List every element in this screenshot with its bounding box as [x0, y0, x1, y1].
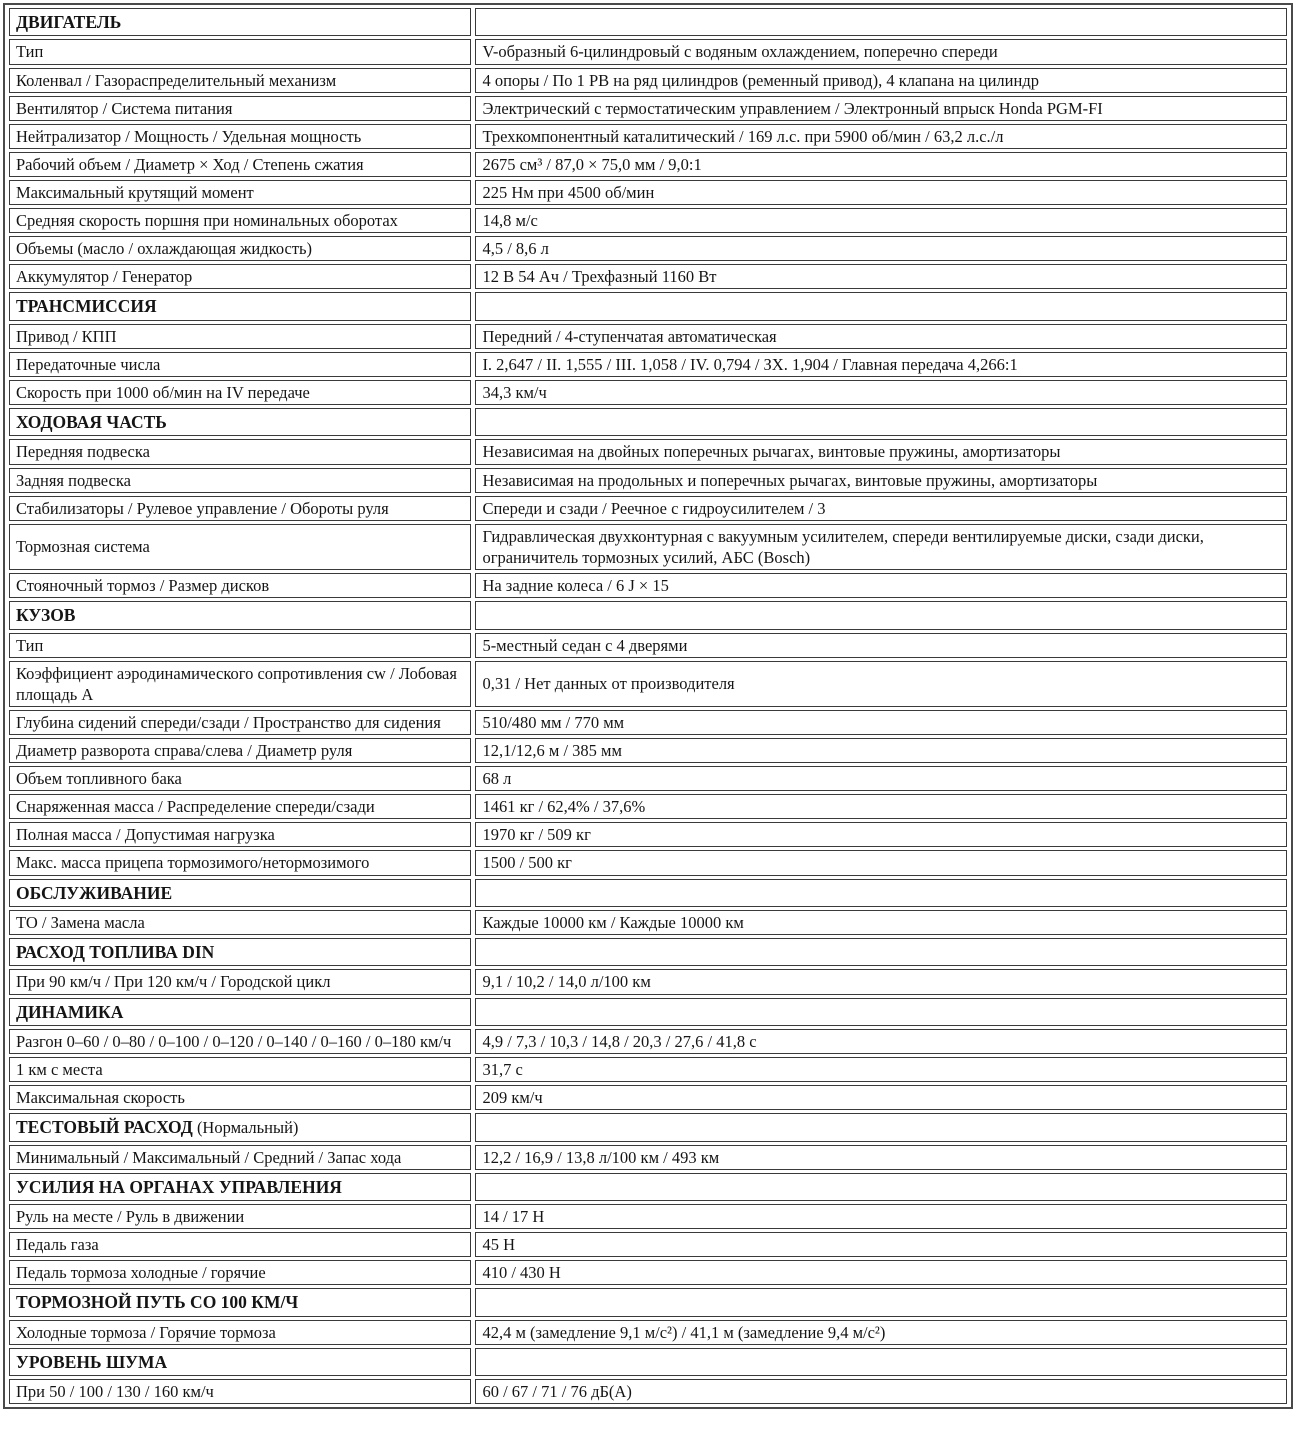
section-row — [9, 879, 1287, 907]
table-row — [9, 573, 1287, 598]
spec-label-cell: Задняя подвеска — [9, 468, 471, 493]
section-row — [9, 1113, 1287, 1141]
spec-label-cell: Диаметр разворота справа/слева / Диаметр руля — [9, 738, 471, 763]
table-row — [9, 850, 1287, 875]
spec-label-cell: Тормозная система — [9, 524, 471, 570]
spec-value-cell: 1461 кг / 62,4% / 37,6% — [475, 794, 1287, 819]
spec-label-cell: Вентилятор / Система питания — [9, 96, 471, 121]
table-row — [9, 208, 1287, 233]
table-row — [9, 39, 1287, 64]
spec-label-cell: Макс. масса прицепа тормозимого/нетормозимого — [9, 850, 471, 875]
table-row — [9, 1232, 1287, 1257]
section-title-cell: УРОВЕНЬ ШУМА — [9, 1348, 471, 1376]
table-row — [9, 1057, 1287, 1082]
spec-label-cell: Стояночный тормоз / Размер дисков — [9, 573, 471, 598]
table-row — [9, 468, 1287, 493]
section-empty-cell — [475, 292, 1287, 320]
table-row — [9, 794, 1287, 819]
section-title-cell: КУЗОВ — [9, 601, 471, 629]
spec-label-cell: 1 км с места — [9, 1057, 471, 1082]
section-empty-cell — [475, 998, 1287, 1026]
section-row — [9, 601, 1287, 629]
spec-label-cell: Аккумулятор / Генератор — [9, 264, 471, 289]
spec-value-cell: 12 В 54 Ач / Трехфазный 1160 Вт — [475, 264, 1287, 289]
spec-label-cell: Тип — [9, 39, 471, 64]
spec-value-cell: 12,1/12,6 м / 385 мм — [475, 738, 1287, 763]
spec-label-cell: Рабочий объем / Диаметр × Ход / Степень сжатия — [9, 152, 471, 177]
spec-value-cell: I. 2,647 / II. 1,555 / III. 1,058 / IV. 0,794 / ЗХ. 1,904 / Главная передача 4,266:1 — [475, 352, 1287, 377]
section-title-cell: ДВИГАТЕЛЬ — [9, 8, 471, 36]
table-row — [9, 1145, 1287, 1170]
spec-value-cell: 410 / 430 Н — [475, 1260, 1287, 1285]
spec-value-cell: Каждые 10000 км / Каждые 10000 км — [475, 910, 1287, 935]
spec-label-cell: Скорость при 1000 об/мин на IV передаче — [9, 380, 471, 405]
section-title-suffix: (Нормальный) — [192, 1118, 299, 1138]
section-title-cell: ТЕСТОВЫЙ РАСХОД (Нормальный) — [9, 1113, 471, 1141]
table-row — [9, 710, 1287, 735]
spec-value-cell: 0,31 / Нет данных от производителя — [475, 661, 1287, 707]
section-row — [9, 1348, 1287, 1376]
table-row — [9, 633, 1287, 658]
spec-value-cell: Трехкомпонентный каталитический / 169 л.с. при 5900 об/мин / 63,2 л.с./л — [475, 124, 1287, 149]
table-row — [9, 264, 1287, 289]
table-row — [9, 439, 1287, 464]
spec-label-cell: Объемы (масло / охлаждающая жидкость) — [9, 236, 471, 261]
section-title-cell: ОБСЛУЖИВАНИЕ — [9, 879, 471, 907]
section-empty-cell — [475, 1113, 1287, 1141]
table-row — [9, 1379, 1287, 1404]
section-empty-cell — [475, 1348, 1287, 1376]
table-row — [9, 496, 1287, 521]
spec-value-cell: Передний / 4-ступенчатая автоматическая — [475, 324, 1287, 349]
table-row — [9, 352, 1287, 377]
spec-value-cell: V-образный 6-цилиндровый с водяным охлаждением, поперечно спереди — [475, 39, 1287, 64]
section-row — [9, 1288, 1287, 1316]
spec-value-cell: Спереди и сзади / Реечное с гидроусилителем / 3 — [475, 496, 1287, 521]
spec-label-cell: Педаль тормоза холодные / горячие — [9, 1260, 471, 1285]
spec-label-cell: Тип — [9, 633, 471, 658]
spec-label-cell: Передаточные числа — [9, 352, 471, 377]
spec-label-cell: Объем топливного бака — [9, 766, 471, 791]
section-title-cell: РАСХОД ТОПЛИВА DIN — [9, 938, 471, 966]
spec-label-cell: Полная масса / Допустимая нагрузка — [9, 822, 471, 847]
section-title-cell: ТРАНСМИССИЯ — [9, 292, 471, 320]
table-row — [9, 969, 1287, 994]
spec-label-cell: Глубина сидений спереди/сзади / Пространство для сидения — [9, 710, 471, 735]
spec-value-cell: 45 Н — [475, 1232, 1287, 1257]
spec-value-cell: На задние колеса / 6 J × 15 — [475, 573, 1287, 598]
table-row — [9, 68, 1287, 93]
table-row — [9, 738, 1287, 763]
spec-label-cell: Снаряженная масса / Распределение спереди/сзади — [9, 794, 471, 819]
spec-value-cell: Гидравлическая двухконтурная с вакуумным усилителем, спереди вентилируемые диски, сзади диски, ограничитель тормозных усилий, АБС (Bosch) — [475, 524, 1287, 570]
spec-label-cell: Нейтрализатор / Мощность / Удельная мощность — [9, 124, 471, 149]
spec-label-cell: Разгон 0–60 / 0–80 / 0–100 / 0–120 / 0–140 / 0–160 / 0–180 км/ч — [9, 1029, 471, 1054]
spec-value-cell: 12,2 / 16,9 / 13,8 л/100 км / 493 км — [475, 1145, 1287, 1170]
spec-value-cell: 60 / 67 / 71 / 76 дБ(А) — [475, 1379, 1287, 1404]
spec-label-cell: При 50 / 100 / 130 / 160 км/ч — [9, 1379, 471, 1404]
spec-table-body — [9, 8, 1287, 1404]
spec-value-cell: Независимая на продольных и поперечных рычагах, винтовые пружины, амортизаторы — [475, 468, 1287, 493]
spec-table — [5, 5, 1291, 1407]
table-row — [9, 1085, 1287, 1110]
section-empty-cell — [475, 601, 1287, 629]
table-row — [9, 524, 1287, 570]
section-title-cell: ТОРМОЗНОЙ ПУТЬ СО 100 КМ/Ч — [9, 1288, 471, 1316]
spec-label-cell: Передняя подвеска — [9, 439, 471, 464]
spec-value-cell: 9,1 / 10,2 / 14,0 л/100 км — [475, 969, 1287, 994]
spec-label-cell: Коэффициент аэродинамического сопротивления cw / Лобовая площадь A — [9, 661, 471, 707]
table-row — [9, 1260, 1287, 1285]
table-row — [9, 380, 1287, 405]
section-row — [9, 1173, 1287, 1201]
spec-value-cell: 4,9 / 7,3 / 10,3 / 14,8 / 20,3 / 27,6 / 41,8 с — [475, 1029, 1287, 1054]
spec-label-cell: ТО / Замена масла — [9, 910, 471, 935]
table-row — [9, 324, 1287, 349]
section-row — [9, 938, 1287, 966]
spec-label-cell: Педаль газа — [9, 1232, 471, 1257]
spec-value-cell: 225 Нм при 4500 об/мин — [475, 180, 1287, 205]
section-row — [9, 998, 1287, 1026]
section-row — [9, 408, 1287, 436]
spec-value-cell: 68 л — [475, 766, 1287, 791]
spec-label-cell: Холодные тормоза / Горячие тормоза — [9, 1320, 471, 1345]
section-title-cell: УСИЛИЯ НА ОРГАНАХ УПРАВЛЕНИЯ — [9, 1173, 471, 1201]
spec-value-cell: 1970 кг / 509 кг — [475, 822, 1287, 847]
section-title-cell: ХОДОВАЯ ЧАСТЬ — [9, 408, 471, 436]
spec-label-cell: Минимальный / Максимальный / Средний / Запас хода — [9, 1145, 471, 1170]
table-row — [9, 766, 1287, 791]
spec-label-cell: Стабилизаторы / Рулевое управление / Обороты руля — [9, 496, 471, 521]
table-row — [9, 180, 1287, 205]
spec-value-cell: 1500 / 500 кг — [475, 850, 1287, 875]
spec-value-cell: Независимая на двойных поперечных рычагах, винтовые пружины, амортизаторы — [475, 439, 1287, 464]
spec-value-cell: 2675 см³ / 87,0 × 75,0 мм / 9,0:1 — [475, 152, 1287, 177]
spec-value-cell: 14 / 17 Н — [475, 1204, 1287, 1229]
spec-label-cell: Руль на месте / Руль в движении — [9, 1204, 471, 1229]
section-title-cell: ДИНАМИКА — [9, 998, 471, 1026]
table-row — [9, 1320, 1287, 1345]
spec-value-cell: 42,4 м (замедление 9,1 м/с²) / 41,1 м (замедление 9,4 м/с²) — [475, 1320, 1287, 1345]
spec-value-cell: 510/480 мм / 770 мм — [475, 710, 1287, 735]
table-row — [9, 1029, 1287, 1054]
spec-label-cell: При 90 км/ч / При 120 км/ч / Городской цикл — [9, 969, 471, 994]
table-row — [9, 661, 1287, 707]
spec-label-cell: Коленвал / Газораспределительный механизм — [9, 68, 471, 93]
spec-value-cell: 4,5 / 8,6 л — [475, 236, 1287, 261]
spec-label-cell: Максимальный крутящий момент — [9, 180, 471, 205]
section-empty-cell — [475, 408, 1287, 436]
spec-label-cell: Средняя скорость поршня при номинальных оборотах — [9, 208, 471, 233]
table-row — [9, 910, 1287, 935]
table-row — [9, 124, 1287, 149]
section-row — [9, 292, 1287, 320]
spec-value-cell: 5-местный седан с 4 дверями — [475, 633, 1287, 658]
spec-table-frame — [3, 3, 1293, 1409]
table-row — [9, 236, 1287, 261]
table-row — [9, 96, 1287, 121]
spec-label-cell: Максимальная скорость — [9, 1085, 471, 1110]
section-empty-cell — [475, 938, 1287, 966]
table-row — [9, 822, 1287, 847]
table-row — [9, 1204, 1287, 1229]
spec-value-cell: 14,8 м/с — [475, 208, 1287, 233]
section-empty-cell — [475, 879, 1287, 907]
section-empty-cell — [475, 8, 1287, 36]
spec-value-cell: 34,3 км/ч — [475, 380, 1287, 405]
section-row — [9, 8, 1287, 36]
section-empty-cell — [475, 1288, 1287, 1316]
table-row — [9, 152, 1287, 177]
spec-value-cell: 31,7 с — [475, 1057, 1287, 1082]
spec-value-cell: 209 км/ч — [475, 1085, 1287, 1110]
spec-value-cell: 4 опоры / По 1 РВ на ряд цилиндров (ременный привод), 4 клапана на цилиндр — [475, 68, 1287, 93]
section-empty-cell — [475, 1173, 1287, 1201]
spec-value-cell: Электрический с термостатическим управлением / Электронный впрыск Honda PGM-FI — [475, 96, 1287, 121]
spec-label-cell: Привод / КПП — [9, 324, 471, 349]
